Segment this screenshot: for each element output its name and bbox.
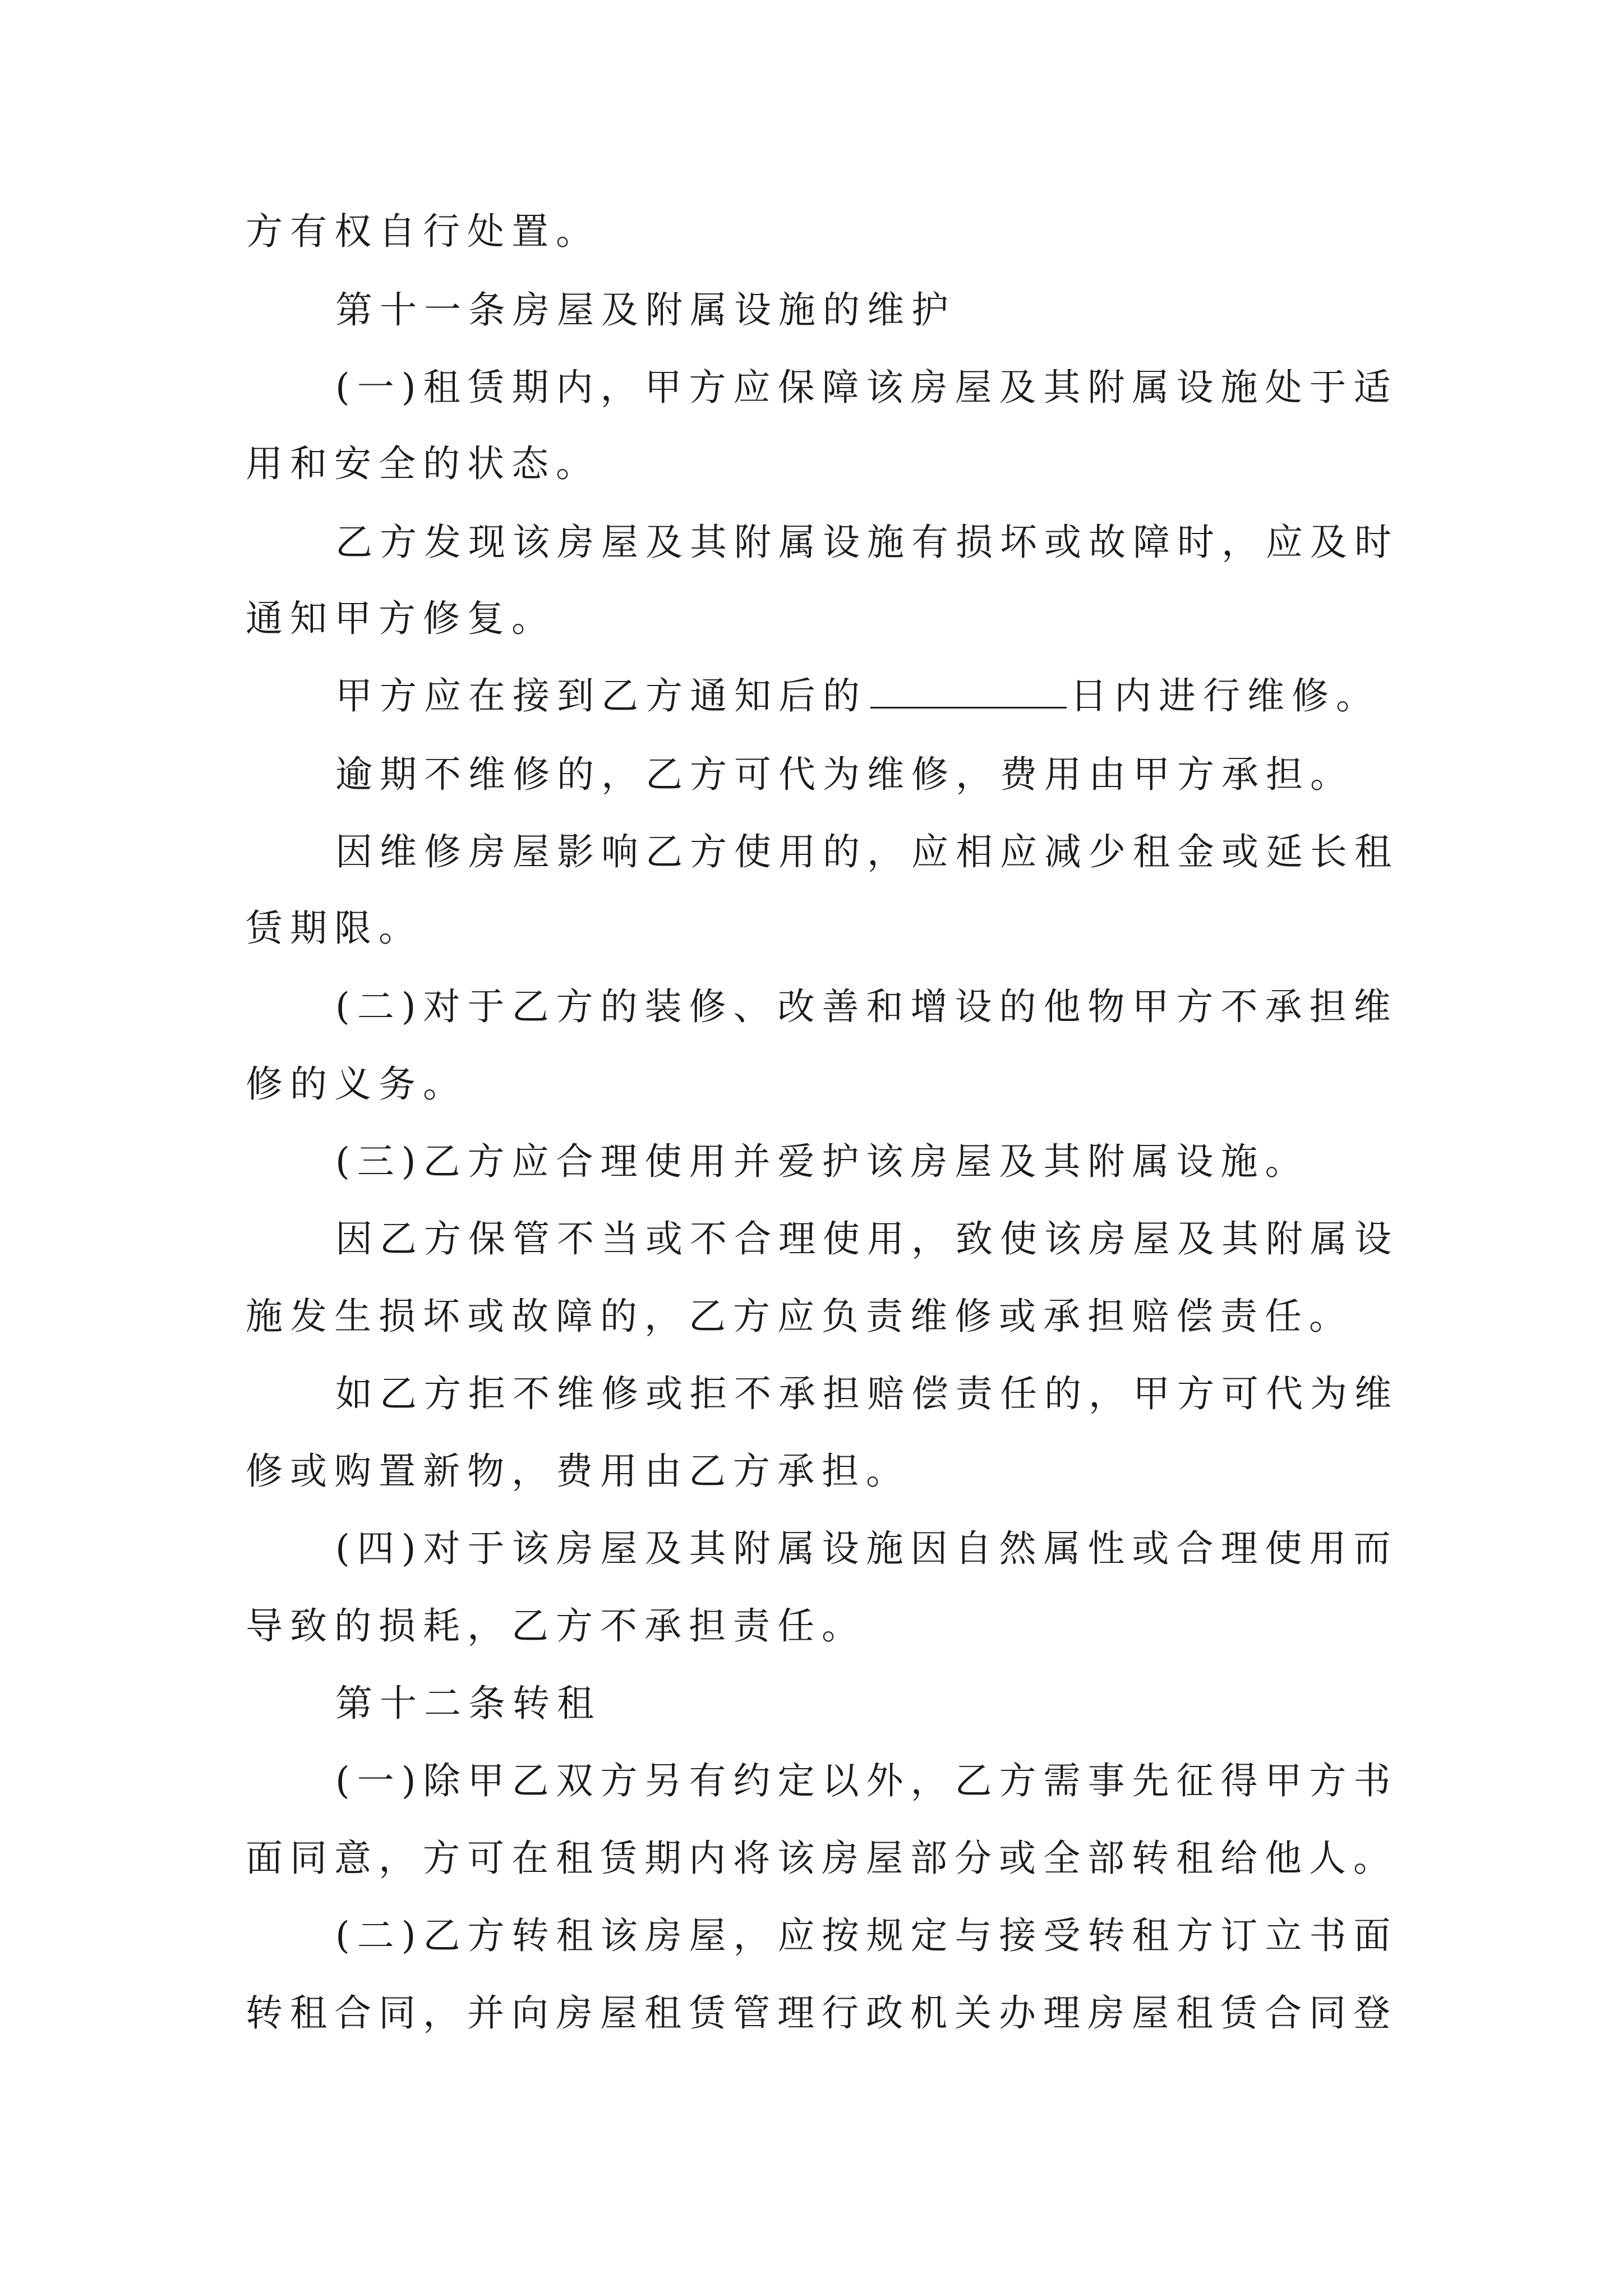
text-line: (二)对于乙方的装修、改善和增设的他物甲方不承担维 [335, 985, 1398, 1028]
section-heading: 第十一条房屋及附属设施的维护 [335, 288, 956, 332]
text-line: 导致的损耗，乙方不承担责任。 [246, 1604, 866, 1648]
text-before-blank: 甲方应在接到乙方通知后的 [335, 674, 867, 717]
text-line: 用和安全的状态。 [246, 442, 600, 485]
text-line: (一)除甲乙双方另有约定以外，乙方需事先征得甲方书 [335, 1759, 1398, 1802]
text-line: 赁期限。 [246, 907, 423, 950]
text-line: 因乙方保管不当或不合理使用，致使该房屋及其附属设 [335, 1217, 1399, 1260]
text-line: 因维修房屋影响乙方使用的，应相应减少租金或延长租 [335, 830, 1399, 873]
text-line: (二)乙方转租该房屋，应按规定与接受转租方订立书面 [335, 1914, 1398, 1957]
text-line: (四)对于该房屋及其附属设施因自然属性或合理使用而 [335, 1527, 1398, 1570]
text-line: 如乙方拒不维修或拒不承担赔偿责任的，甲方可代为维 [335, 1372, 1399, 1415]
text-line: (一)租赁期内，甲方应保障该房屋及其附属设施处于适 [335, 366, 1398, 409]
text-line: 面同意，方可在租赁期内将该房屋部分或全部转租给他人。 [246, 1837, 1398, 1880]
text-line: 逾期不维修的，乙方可代为维修，费用由甲方承担。 [335, 753, 1354, 796]
text-line: 转租合同，并向房屋租赁管理行政机关办理房屋租赁合同登 [246, 1991, 1398, 2035]
text-line: 方有权自行处置。 [246, 210, 600, 253]
text-line: 施发生损坏或故障的，乙方应负责维修或承担赔偿责任。 [246, 1295, 1353, 1338]
text-line: (三)乙方应合理使用并爱护该房屋及其附属设施。 [335, 1140, 1310, 1183]
text-line [335, 665, 1380, 727]
text-line: 修的义务。 [246, 1062, 467, 1106]
text-line: 乙方发现该房屋及其附属设施有损坏或故障时，应及时 [335, 521, 1399, 564]
text-after-blank: 日内进行维修。 [1070, 674, 1380, 717]
section-heading: 第十二条转租 [335, 1682, 601, 1725]
fill-in-blank [870, 673, 1067, 708]
text-line: 通知甲方修复。 [246, 597, 556, 640]
text-line: 修或购置新物，费用由乙方承担。 [246, 1450, 910, 1493]
